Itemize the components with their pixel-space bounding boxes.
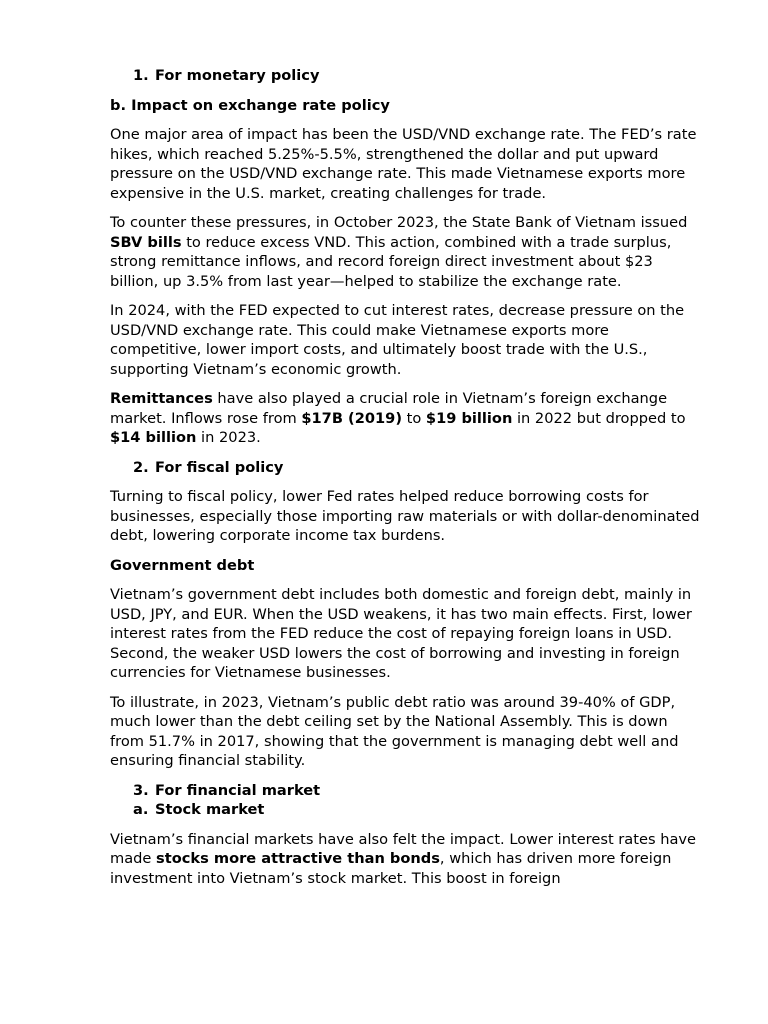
paragraph-2024-outlook: In 2024, with the FED expected to cut interest rates, decrease pressure on the USD/VND exchange rate. This could make Vietnamese exports more competitive, lower import costs, and ultimately boost trade with the U.S., supporting Vietnam’s economic growth. bbox=[110, 302, 685, 378]
heading-government-debt: Government debt bbox=[110, 556, 255, 574]
paragraph-government-debt: Vietnam’s government debt includes both domestic and foreign debt, mainly in USD, JPY, and EUR. When the USD weakens, it has two main effects. First, lower interest rates from the FED reduce the cost of repaying foreign loans in USD. Second, the weaker USD lowers the cost of borrowing and investing in foreign currencies for Vietnamese businesses. bbox=[110, 586, 692, 681]
heading-exchange-rate-policy: b. Impact on exchange rate policy bbox=[110, 96, 390, 114]
heading-monetary-policy: 1. For monetary policy bbox=[133, 67, 320, 84]
paragraph-fiscal-policy: Turning to fiscal policy, lower Fed rates helped reduce borrowing costs for businesses, especially those importing raw materials or with dollar-denominated debt, lowering corporate income tax burdens. bbox=[110, 488, 700, 544]
paragraph-stock-market: Vietnam’s financial markets have also felt the impact. Lower interest rates have made stocks more attractive than bonds, which has driven more foreign investment into Vietnam’s stock market. This boost in foreign bbox=[110, 830, 697, 887]
paragraph-remittances: Remittances have also played a crucial role in Vietnam’s foreign exchange market. Inflows rose from $17B (2019) to $19 billion in 2022 but dropped to $14 billion in 2023. bbox=[110, 390, 686, 446]
heading-fiscal-policy: 2. For fiscal policy bbox=[133, 458, 284, 476]
paragraph-sbv-bills: To counter these pressures, in October 2023, the State Bank of Vietnam issued SBV bills to reduce excess VND. This action, combined with a trade surplus, strong remittance inflows, and record foreign direct investment about $23 billion, up 3.5% from last year—helped to stabilize the exchange rate. bbox=[110, 214, 688, 290]
paragraph-exchange-rate: One major area of impact has been the USD/VND exchange rate. The FED’s rate hikes, which reached 5.25%-5.5%, strengthened the dollar and put upward pressure on the USD/VND exchange rate. This made Vietnamese exports more expensive in the U.S. market, creating challenges for trade. bbox=[110, 126, 697, 202]
heading-stock-market: a. Stock market bbox=[133, 801, 265, 818]
heading-financial-market: 3. For financial market bbox=[133, 781, 321, 799]
document-page bbox=[110, 66, 700, 898]
paragraph-public-debt-ratio: To illustrate, in 2023, Vietnam’s public debt ratio was around 39-40% of GDP, much lower than the debt ceiling set by the National Assembly. This is down from 51.7% in 2017, showing that the government is managing debt well and ensuring financial stability. bbox=[110, 693, 679, 769]
